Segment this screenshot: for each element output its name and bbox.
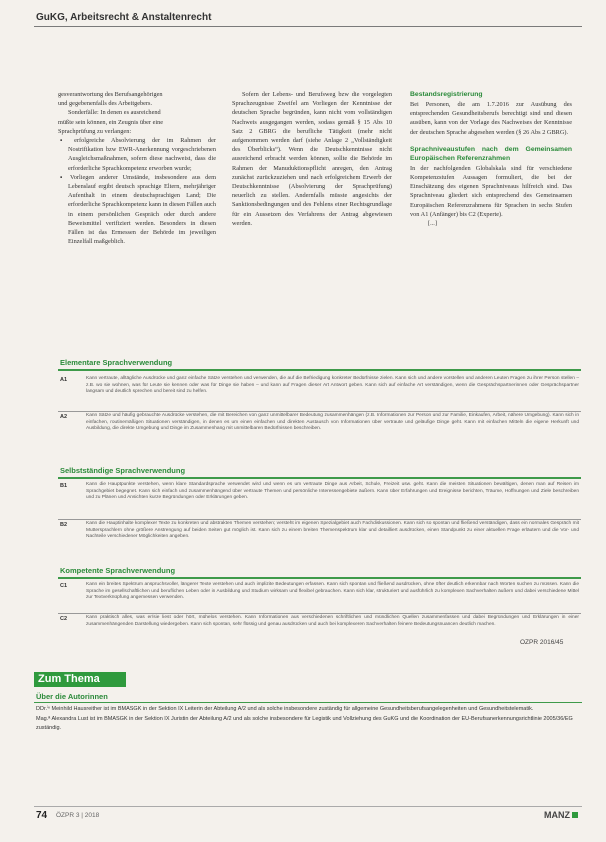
col1-line: und gegebenenfalls des Arbeitgebers.: [58, 100, 153, 108]
authors-body: [36, 705, 581, 732]
column-1: [58, 90, 216, 246]
column-2: [232, 90, 392, 228]
level-code: A2: [60, 414, 68, 420]
level-description: Kann die Hauptinhalte komplexer Texte zu konkreten und abstrakten Themen verstehen; versteht im eigenen Spezialgebiet auch Fachdiskussionen. Kann sich so spontan und fließend verständigen, dass ein normales Gespräch mit Muttersprachlern ohne größere Anstrengung auf beiden Seiten gut möglich ist. Kann sich zu einem breiten Themenspektrum klar und detailliert ausdrücken, einen Standpunkt zu einer aktuellen Frage erläutern und die Vor- und Nachteile verschiedener Möglichkeiten angeben.: [86, 521, 579, 540]
level-group: [58, 371, 581, 466]
section-heading: Sprachniveaustufen nach dem Gemeinsamen Europäischen Referenzrahmen: [410, 145, 572, 162]
level-group-title: Kompetente Sprachverwendung: [60, 566, 176, 575]
level-description: Kann die Hauptpunkte verstehen, wenn klare Standardsprache verwendet wird und wenn es um vertraute Dinge aus Arbeit, Schule, Freizeit usw. geht. Kann die meisten Situationen bewältigen, denen man auf Reisen im Sprachgebiet begegnet. Kann sich einfach und zusammenhängend über vertraute Themen und persönliche Interessengebiete äußern. Kann über Erfahrungen und Ereignisse berichten, Träume, Hoffnungen und Ziele beschreiben und zu Plänen und Ansichten kurze Begründungen oder Erklärungen geben.: [86, 482, 579, 501]
article-reference: OZPR 2016/45: [520, 639, 564, 646]
level-group: [58, 479, 581, 563]
level-group: [58, 579, 581, 639]
col1-line: müßte sein können, ein Zeugnis über eine: [58, 118, 164, 126]
col1-line: Sonderfälle: In denen es ausreichend: [68, 109, 161, 117]
section-heading: Bestandsregistrierung: [410, 91, 483, 98]
col1-line: Sprachprüfung zu verlangen:: [58, 127, 132, 135]
zum-thema-box: [34, 672, 126, 687]
level-code: B2: [60, 522, 68, 528]
zum-thema-label: Zum Thema: [38, 673, 100, 685]
level-code: C2: [60, 616, 68, 622]
col3-paragraph: In der nachfolgenden Globalskala sind für verschiedene Kompetenzstufen Aussagen formuliert, die bei der Einschätzung des eigenen Sprachniveaus hilfreich sind. Das Sprachniveau gliedert sich entsprechend des Gemeinsamen Europäischen Referenzrahmens für Sprachen in sechs Stufen von A1 (Anfänger) bis C2 (Experte).: [410, 164, 572, 218]
level-row: [58, 613, 581, 640]
ellipsis: [...]: [428, 220, 437, 228]
level-code: B1: [60, 483, 68, 489]
page-number: 74: [36, 810, 48, 821]
journal-issue: ÖZPR 3 | 2018: [56, 812, 100, 819]
level-row: [58, 581, 581, 611]
col1-bullet: ▪ Vorliegen anderer Umstände, insbesondere aus dem Lebenslauf ergibt deutsch sprachige Eltern, mehrjähriger Aufenthalt in einem deutschsprachigen Land; Die erforderliche Sprachkompetenz kann in diesen Fällen auch in einem persönlichen Gespräch oder durch andere Beweismittel verifiziert werden. Besonders in diesen Fällen ist das Ermessen der Behörde im jeweiligen Einzelfall maßgeblich.: [60, 173, 216, 246]
col1-line: gesverantwortung des Berufsangehörigen: [58, 91, 163, 98]
column-3: [410, 90, 572, 228]
level-row: [58, 481, 581, 519]
level-row: [58, 519, 581, 562]
running-header: [34, 8, 582, 27]
level-code: C1: [60, 583, 68, 589]
level-description: Kann ein breites Spektrum anspruchsvoller, längerer Texte verstehen und auch implizite Bedeutungen erfassen. Kann sich spontan und fließend ausdrücken, ohne öfter deutlich erkennbar nach Worten suchen zu müssen. Kann die Sprache im gesellschaftlichen und beruflichen Leben oder in Ausbildung und Studium wirksam und flexibel gebrauchen. Kann sich klar, strukturiert und ausführlich zu komplexen Sachverhalten äußern und dabei verschiedene Mittel zur Textverknüpfung angemessen verwenden.: [86, 582, 579, 601]
author-paragraph: Mag.ª Alexandra Lust ist im BMASGK in der Sektion IX Juristin der Abteilung A/2 und als solche insbesondere für Legistik und Vollziehung des GuKG und die Koordination der EU-Berufsanerkennungsrichtlinie 2005/36/EG zuständig.: [36, 716, 573, 731]
col3-paragraph: Bei Personen, die am 1.7.2016 zur Ausübung des entsprechenden Gesundheitsberufs berechtigt sind und diesen ausüben, kann von der Vorlage des Nachweises der Kenntnisse der deutschen Sprache abgesehen werden (§ 26 Abs 2 GBRG).: [410, 101, 572, 136]
divider: [34, 702, 582, 703]
level-group-title: Selbstständige Sprachverwendung: [60, 466, 186, 475]
level-group-title: Elementare Sprachverwendung: [60, 358, 173, 367]
publisher-logo: [544, 810, 578, 820]
author-paragraph: DDr.ⁱⁿ Meinhild Hausreither ist im BMASGK in der Sektion IX Leiterin der Abteilung A/2 und als solche insbesondere zuständig für allgemeine Gesundheitsberufsangelegenheiten und Gesundheitstelematik.: [36, 706, 534, 712]
authors-heading: Über die Autorinnen: [36, 692, 108, 701]
publisher-name: MANZ: [544, 810, 570, 820]
page-footer: [34, 806, 582, 821]
running-header-title: GuKG, Arbeitsrecht & Anstaltenrecht: [36, 12, 212, 23]
level-description: Kann praktisch alles, was er/sie liest oder hört, mühelos verstehen. Kann Informationen aus verschiedenen schriftlichen und mündlichen Quellen zusammenfassen und dabei Begründungen und Erklärungen in einer zusammenhängenden Darstellung wiedergeben. Kann sich spontan, sehr flüssig und genau ausdrücken und auch bei komplexeren Sachverhalten feinere Bedeutungsnuancen deutlich machen.: [86, 615, 579, 627]
publisher-mark-icon: [572, 812, 578, 818]
col2-paragraph: Sofern der Lebens- und Berufsweg bzw die vorgelegten Sprachzeugnisse Zweifel am Vorliegen der Kenntnisse der deutschen Sprache begründen, kann nicht vom vollständigen Nachweis ausgegangen werden, sodass gemäß § 15 Abs 10 Satz 2 GBRG die berufliche Tätigkeit (mehr nicht aufgenommen werden darf (siehe Anlage 2 „Vollständigkeit des Überblicks“). Wenn die Deutschkenntnisse nicht ausreichend erbracht werden können, sollte die Behörde im Rahmen der Manuduktionspflicht anregen, den Antrag zunächst zurückzuziehen und nach erfolgreichem Erwerb der Deutschkenntnisse (Absolvierung der Sprachprüfung) neuerlich zu stellen. Andernfalls müsste angesichts der Sanktionsbedingungen und des Fehlens einer Rechtsgrundlage für ein Aussetzen des Verfahrens der Antrag abgewiesen werden.: [232, 91, 392, 227]
level-description: Kann vertraute, alltägliche Ausdrücke und ganz einfache Sätze verstehen und verwenden, die auf die Befriedigung konkreter Bedürfnisse zielen. Kann sich und andere vorstellen und anderen Leuten Fragen zu ihrer Person stellen – z.B. wo sie wohnen, was für Leute sie kennen oder was für Dinge sie haben – und kann auf Fragen dieser Art Antwort geben. Kann sich auf einfache Art verständigen, wenn die Gesprächspartnerinnen oder Gesprächspartner langsam und deutlich sprechen und bereit sind zu helfen.: [86, 376, 579, 395]
col1-bullet: ▪ erfolgreiche Absolvierung der im Rahmen der Nostrifikation bzw EWR-Anerkennung vorgeschriebenen Ausgleichsmaßnahmen, sofern diese nachweist, dass die erforderliche Sprachkompetenz erworben wurde;: [60, 137, 216, 172]
level-row: [58, 411, 581, 462]
level-code: A1: [60, 377, 68, 383]
level-description: Kann Sätze und häufig gebrauchte Ausdrücke verstehen, die mit Bereichen von ganz unmittelbarer Bedeutung zusammenhängen (z.B. Informationen zur Person und zur Familie, Einkaufen, Arbeit, nähere Umgebung). Kann sich in einfachen, routinemäßigen Situationen verständigen, in denen es um einen einfachen und direkten Austausch von Informationen über vertraute und geläufige Dinge geht. Kann mit einfachen Mitteln die eigene Herkunft und Ausbildung, die direkte Umgebung und Dinge im Zusammenhang mit unmittelbaren Bedürfnissen beschreiben.: [86, 413, 579, 432]
